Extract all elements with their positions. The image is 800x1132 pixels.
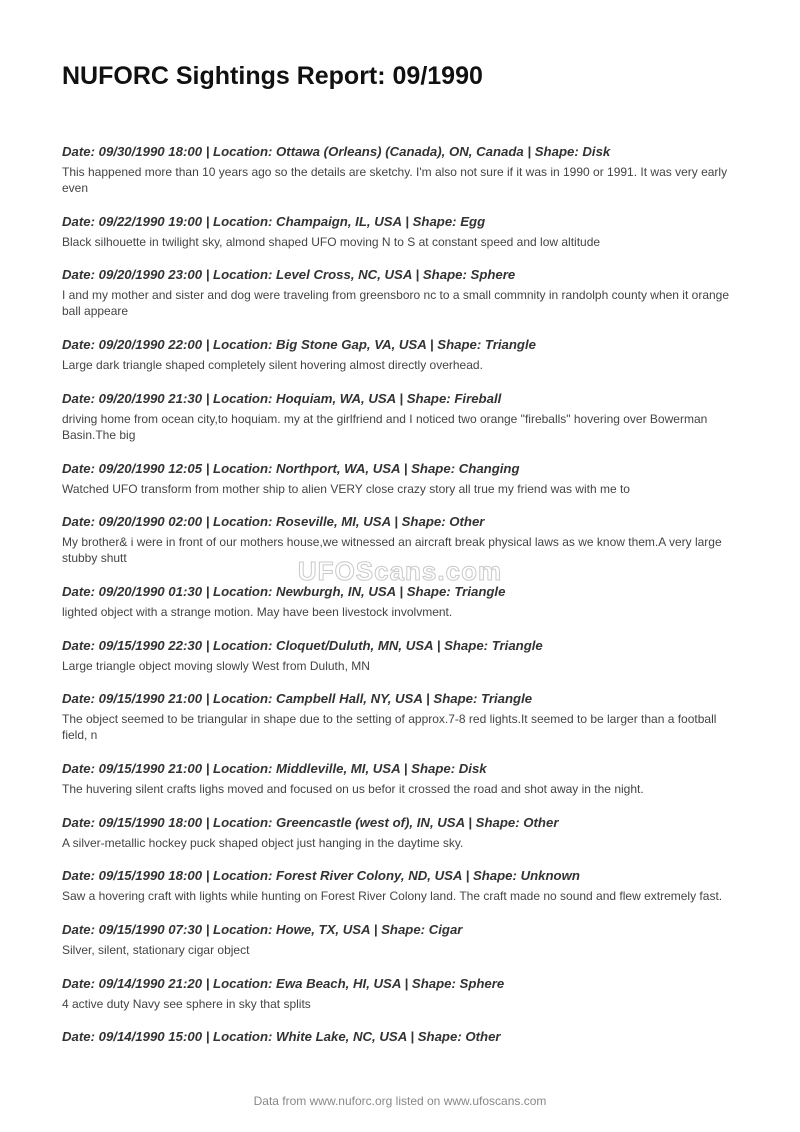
sighting-header: Date: 09/20/1990 02:00 | Location: Roseville, MI, USA | Shape: Other bbox=[62, 514, 485, 529]
sighting-description: This happened more than 10 years ago so the details are sketchy. I'm also not sure if it was in 1990 or 1991. It was very early even bbox=[62, 165, 728, 195]
sighting-header: Date: 09/20/1990 22:00 | Location: Big Stone Gap, VA, USA | Shape: Triangle bbox=[62, 337, 536, 352]
sighting-header: Date: 09/15/1990 07:30 | Location: Howe, TX, USA | Shape: Cigar bbox=[62, 922, 463, 937]
sighting-description: Large triangle object moving slowly West from Duluth, MN bbox=[62, 659, 370, 673]
sighting-header: Date: 09/30/1990 18:00 | Location: Ottawa (Orleans) (Canada), ON, Canada | Shape: Disk bbox=[62, 144, 611, 159]
list-item bbox=[62, 637, 742, 690]
sighting-header: Date: 09/20/1990 01:30 | Location: Newburgh, IN, USA | Shape: Triangle bbox=[62, 584, 506, 599]
sighting-header: Date: 09/15/1990 18:00 | Location: Forest River Colony, ND, USA | Shape: Unknown bbox=[62, 868, 580, 883]
list-item bbox=[62, 583, 742, 637]
list-item bbox=[62, 921, 742, 975]
watermark: UFOScans.com bbox=[297, 556, 503, 586]
sighting-description: Silver, silent, stationary cigar object bbox=[62, 943, 250, 957]
sighting-description: lighted object with a strange motion. May have been livestock involvment. bbox=[62, 605, 453, 619]
sighting-description: Large dark triangle shaped completely silent hovering almost directly overhead. bbox=[62, 358, 483, 372]
footer-source-note: Data from www.nuforc.org listed on www.ufoscans.com bbox=[253, 1094, 547, 1108]
list-item bbox=[62, 867, 742, 921]
list-item bbox=[62, 975, 742, 1028]
list-item bbox=[62, 814, 742, 867]
list-item bbox=[62, 213, 742, 266]
list-item bbox=[62, 390, 742, 460]
list-item bbox=[62, 760, 742, 814]
list-item bbox=[62, 143, 742, 213]
sighting-description: Black silhouette in twilight sky, almond shaped UFO moving N to S at constant speed and low altitude bbox=[62, 235, 601, 249]
sighting-header: Date: 09/20/1990 12:05 | Location: Northport, WA, USA | Shape: Changing bbox=[62, 461, 520, 476]
list-item bbox=[62, 690, 742, 760]
sightings-list bbox=[62, 143, 742, 1058]
sighting-header: Date: 09/22/1990 19:00 | Location: Champaign, IL, USA | Shape: Egg bbox=[62, 214, 486, 229]
page-title: NUFORC Sightings Report: 09/1990 bbox=[62, 62, 483, 90]
sighting-header: Date: 09/20/1990 21:30 | Location: Hoquiam, WA, USA | Shape: Fireball bbox=[62, 391, 502, 406]
sighting-header: Date: 09/15/1990 18:00 | Location: Greencastle (west of), IN, USA | Shape: Other bbox=[62, 815, 559, 830]
sighting-description: A silver-metallic hockey puck shaped object just hanging in the daytime sky. bbox=[62, 836, 464, 850]
list-item bbox=[62, 266, 742, 336]
sighting-description: Watched UFO transform from mother ship to alien VERY close crazy story all true my friend was with me to bbox=[62, 482, 630, 496]
sighting-description: The object seemed to be triangular in shape due to the setting of approx.7-8 red lights.It seemed to be larger than a football field, n bbox=[62, 712, 717, 742]
sighting-header: Date: 09/15/1990 21:00 | Location: Campbell Hall, NY, USA | Shape: Triangle bbox=[62, 691, 533, 706]
sighting-header: Date: 09/14/1990 15:00 | Location: White Lake, NC, USA | Shape: Other bbox=[62, 1029, 501, 1044]
sighting-header: Date: 09/14/1990 21:20 | Location: Ewa Beach, HI, USA | Shape: Sphere bbox=[62, 976, 505, 991]
sighting-description: The huvering silent crafts lighs moved and focused on us befor it crossed the road and shot away in the night. bbox=[62, 782, 644, 796]
sighting-header: Date: 09/15/1990 21:00 | Location: Middleville, MI, USA | Shape: Disk bbox=[62, 761, 487, 776]
sighting-header: Date: 09/20/1990 23:00 | Location: Level Cross, NC, USA | Shape: Sphere bbox=[62, 267, 516, 282]
sighting-header: Date: 09/15/1990 22:30 | Location: Cloquet/Duluth, MN, USA | Shape: Triangle bbox=[62, 638, 543, 653]
sighting-description: I and my mother and sister and dog were traveling from greensboro nc to a small commnity in randolph county when it orange ball appeare bbox=[62, 288, 730, 318]
sighting-description: 4 active duty Navy see sphere in sky that splits bbox=[62, 997, 311, 1011]
sighting-description: My brother& i were in front of our mothers house,we witnessed an aircraft break physical laws as we know them.A very large stubby shutt bbox=[62, 535, 722, 565]
list-item bbox=[62, 336, 742, 390]
list-item bbox=[62, 1028, 742, 1058]
sighting-description: Saw a hovering craft with lights while hunting on Forest River Colony land. The craft made no sound and flew extremely fast. bbox=[62, 889, 723, 903]
sighting-description: driving home from ocean city,to hoquiam. my at the girlfriend and I noticed two orange "fireballs" hovering over Bowerman Basin.The big bbox=[62, 412, 708, 442]
list-item bbox=[62, 460, 742, 513]
